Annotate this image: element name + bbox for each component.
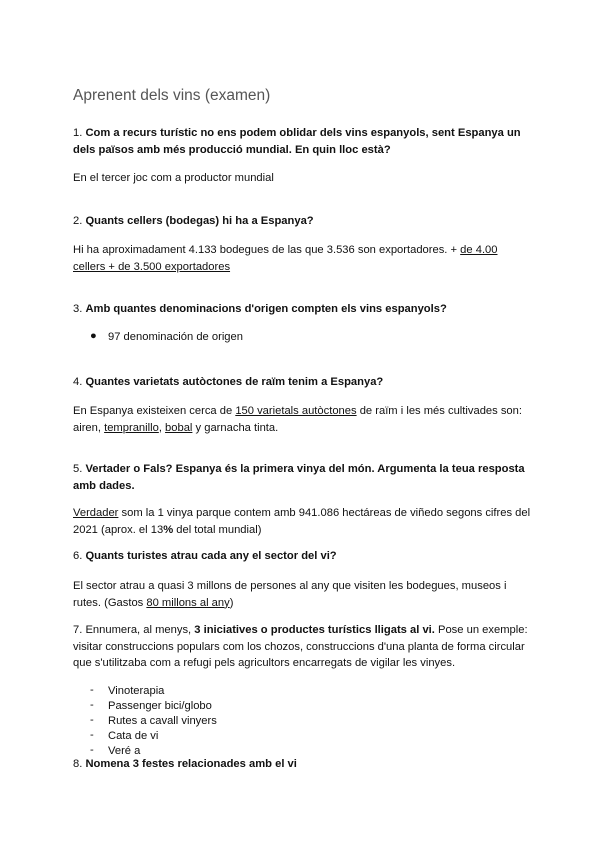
answer-text: Hi ha aproximadament 4.133 bodegues de las que 3.536 son exportadores. +: [73, 244, 461, 256]
question-text: Vertader o Fals? Espanya és la primera vinya del món. Argumenta la teua resposta amb dades.: [73, 463, 525, 492]
answer-6: [73, 578, 533, 611]
list-item: Rutes a cavall vinyers: [108, 715, 217, 727]
question-2: [73, 213, 533, 230]
question-7: [73, 622, 533, 672]
answer-text: ,: [158, 421, 166, 434]
question-6: [73, 548, 533, 565]
answer-bold-text: %: [163, 523, 174, 536]
answer-underlined-text: tempranillo: [104, 421, 159, 434]
question-3: [73, 301, 533, 318]
dash-icon: -: [90, 744, 94, 756]
question-example: Pose un exemple: visitar construccions populars com los chozos, construccions d'una planta de forma circular que s'utilitzaba com a refugi pels agricultors encarregats de vigilar les vinyes.: [73, 624, 528, 669]
answer-text: En Espanya existeixen cerca de: [73, 405, 236, 417]
answer-2: [73, 242, 513, 275]
question-text: Nomena 3 festes relacionades amb el vi: [85, 758, 297, 770]
dash-icon: -: [90, 714, 94, 726]
answer-3: 97 denominación de origen: [108, 331, 243, 343]
question-text: Amb quantes denominacions d'origen compten els vins espanyols?: [85, 303, 447, 315]
dash-icon: -: [90, 699, 94, 711]
question-8: [73, 756, 533, 773]
dash-icon: -: [90, 684, 94, 696]
question-5: [73, 461, 533, 494]
answer-underlined-text: de 4.00 cellers + de 3.500 exportadores: [73, 244, 498, 273]
document-title: Aprenent dels vins (examen): [73, 87, 271, 104]
question-text: Quantes varietats autòctones de raïm tenim a Espanya?: [85, 376, 384, 388]
question-number: 8.: [73, 758, 86, 770]
bullet-icon: ●: [90, 330, 97, 342]
answer-text: de raïm i les més cultivades son: airen,: [73, 405, 522, 434]
question-number: 2.: [73, 215, 86, 227]
question-number: 6.: [73, 550, 86, 562]
answer-5: [73, 505, 533, 538]
answer-underlined-text: bobal: [165, 421, 193, 434]
question-number: 7. Ennumera, al menys,: [73, 624, 195, 636]
question-4: [73, 374, 533, 391]
answer-text: del total mundial): [173, 523, 262, 536]
question-text: Quants turistes atrau cada any el sector del vi?: [85, 550, 337, 562]
answer-4: [73, 403, 533, 436]
answer-underlined-text: Verdader: [73, 507, 119, 519]
answer-text: El sector atrau a quasi 3 millons de persones al any que visiten les bodegues, museos i rutes. (Gastos: [73, 580, 507, 609]
list-item: Cata de vi: [108, 730, 159, 742]
question-text: Quants cellers (bodegas) hi ha a Espanya?: [85, 215, 314, 227]
list-item: Vinoterapia: [108, 685, 165, 697]
question-1: [73, 125, 533, 158]
question-number: 5.: [73, 463, 86, 475]
answer-1: En el tercer joc com a productor mundial: [73, 172, 274, 184]
dash-icon: -: [90, 729, 94, 741]
answer-underlined-text: 80 millons al any: [146, 596, 230, 609]
question-text: 3 iniciatives o productes turístics lligats al vi.: [194, 624, 435, 636]
list-item: Veré a: [108, 745, 141, 757]
answer-text: som la 1 vinya parque contem amb 941.086 hectáreas de viñedo segons cifres del 2021 (aprox. el 13: [73, 507, 531, 536]
list-item: Passenger bici/globo: [108, 700, 212, 712]
question-number: 4.: [73, 376, 86, 388]
answer-underlined-text: 150 varietals autòctones: [235, 405, 357, 417]
answer-text: ): [229, 596, 234, 609]
question-number: 3.: [73, 303, 86, 315]
question-text: Com a recurs turístic no ens podem oblidar dels vins espanyols, sent Espanya un dels països amb més producció mundial. En quin lloc està?: [73, 127, 521, 156]
answer-text: y garnacha tinta.: [192, 421, 279, 434]
question-number: 1.: [73, 127, 86, 139]
